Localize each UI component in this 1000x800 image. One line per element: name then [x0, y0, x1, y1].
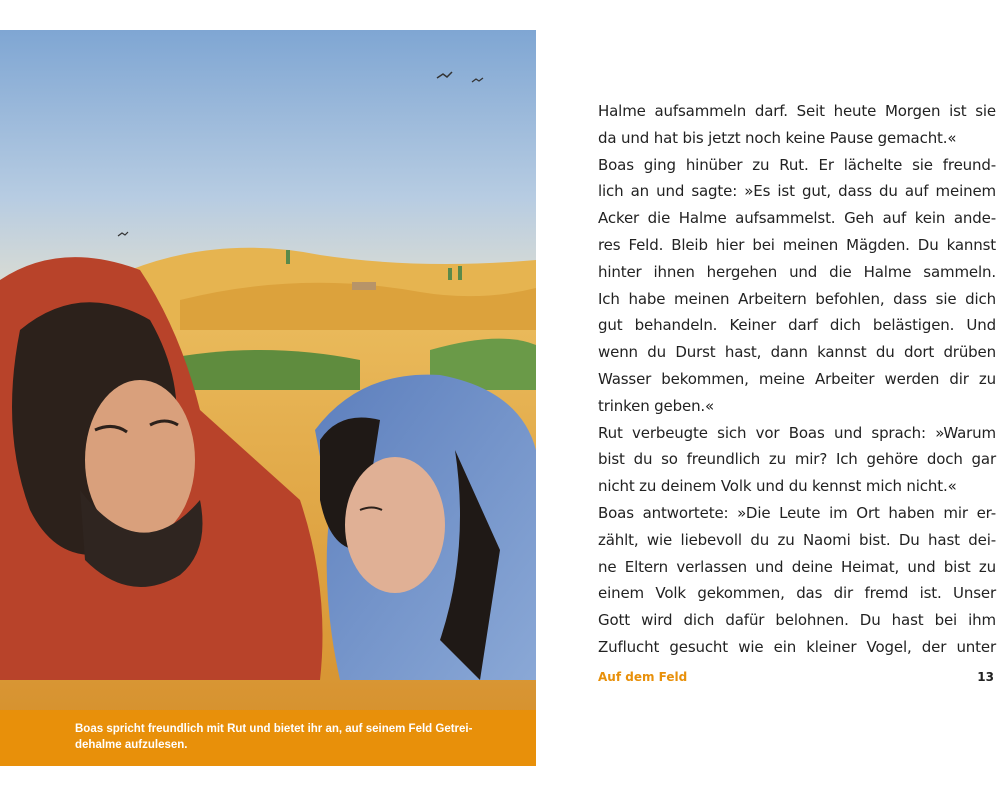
watercolor-illustration: [0, 30, 536, 766]
text-line: wenn du Durst hast, dann kannst du dort drüben: [598, 343, 996, 362]
text-line: nicht zu deinem Volk und du kennst mich nicht.«: [598, 477, 957, 496]
text-line: bist du so freundlich zu mir? Ich gehöre doch gar: [598, 450, 996, 469]
caption-line: Boas spricht freundlich mit Rut und bietet ihr an, auf seinem Feld Getrei-: [75, 723, 473, 735]
tree: [448, 268, 452, 280]
text-line: Boas antwortete: »Die Leute im Ort haben mir er-: [598, 503, 996, 522]
text-line: einem Volk gekommen, das dir fremd ist. Unser: [598, 584, 996, 603]
section-title: Auf dem Feld: [598, 670, 688, 684]
text-line: Halme aufsammeln darf. Seit heute Morgen ist sie: [598, 102, 996, 120]
text-line: lich an und sagte: »Es ist gut, dass du auf meinem: [598, 182, 996, 201]
text-line: Zuflucht gesucht wie ein kleiner Vogel, der unter: [598, 637, 996, 656]
text-line: Gott wird dich dafür belohnen. Du hast bei ihm: [598, 611, 996, 630]
text-line: Rut verbeugte sich vor Boas und sprach: »Warum: [598, 423, 996, 442]
illustration-caption: [0, 710, 536, 766]
text-line: res Feld. Bleib hier bei meinen Mägden. Du kannst: [598, 235, 996, 254]
text-line: trinken geben.«: [598, 396, 715, 415]
text-line: Ich habe meinen Arbeitern befohlen, dass sie dich: [598, 289, 996, 308]
house: [352, 282, 376, 290]
tree: [286, 250, 290, 264]
text-line: hinter ihnen hergehen und die Halme sammeln.: [598, 262, 996, 281]
caption-line: dehalme aufzulesen.: [75, 739, 188, 751]
text-line: gut behandeln. Keiner darf dich belästigen. Und: [598, 316, 996, 335]
text-line: zählt, wie liebevoll du zu Naomi bist. Du hast dei-: [598, 530, 996, 549]
text-line: da und hat bis jetzt noch keine Pause gemacht.«: [598, 128, 957, 147]
rut-face: [345, 457, 445, 593]
text-line: Wasser bekommen, meine Arbeiter werden dir zu: [598, 369, 996, 388]
text-line: Boas ging hinüber zu Rut. Er lächelte sie freund-: [598, 155, 996, 174]
text-line: ne Eltern verlassen und deine Heimat, und bist zu: [598, 557, 996, 576]
page-number: 13: [977, 670, 994, 684]
tree: [458, 266, 462, 280]
text-line: Acker die Halme aufsammelst. Geh auf kein ande-: [598, 209, 996, 228]
story-text: [598, 98, 996, 661]
